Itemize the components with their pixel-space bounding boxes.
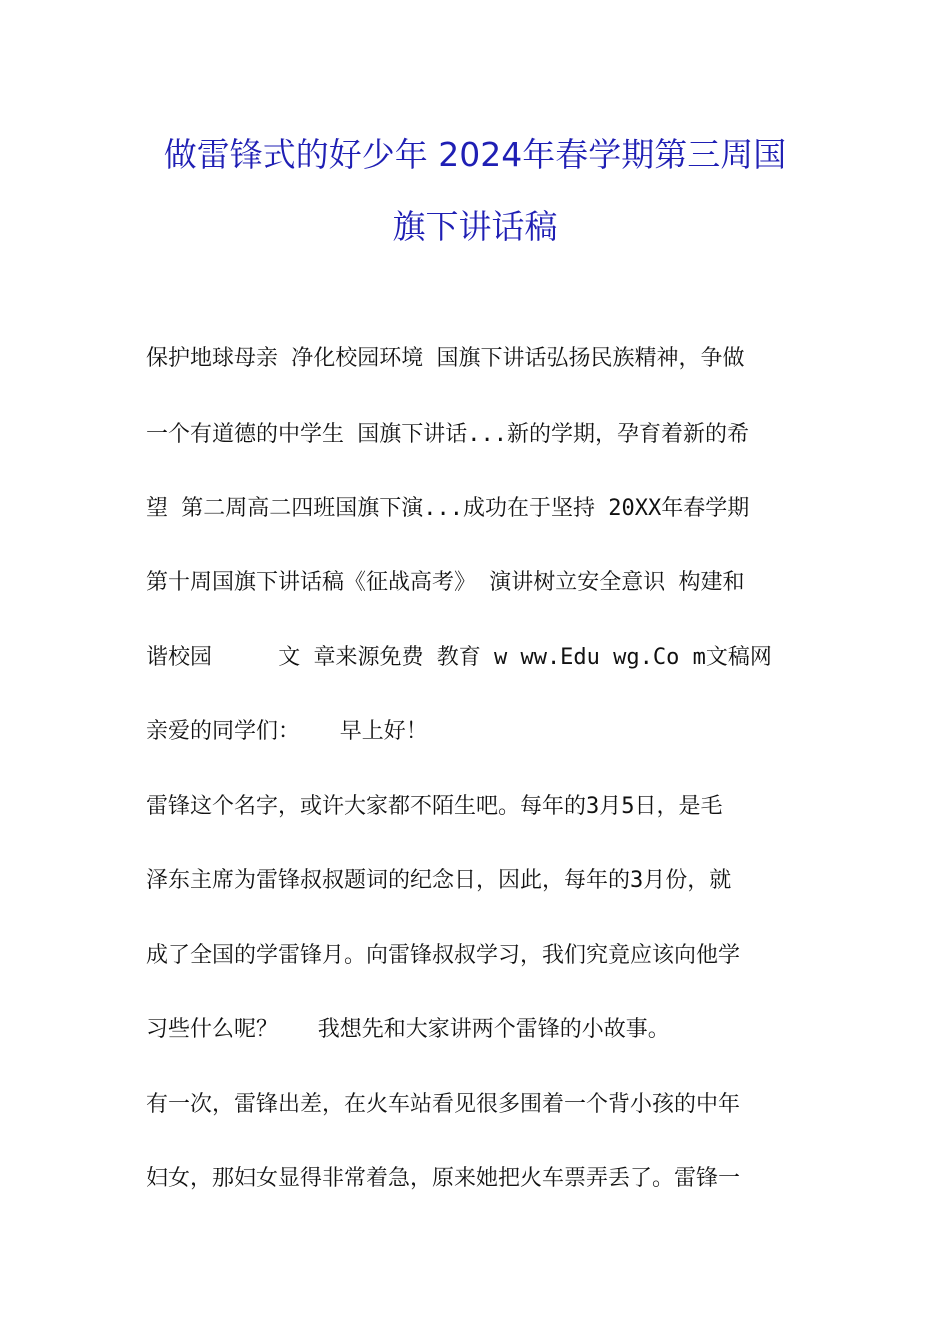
- body-line-5: 谐校园 文 章来源免费 教育 w ww.Edu wg.Co m文稿网: [146, 645, 772, 670]
- body-line-4: 第十周国旗下讲话稿《征战高考》 演讲树立安全意识 构建和: [146, 570, 745, 595]
- body-line-11: 有一次，雷锋出差，在火车站看见很多围着一个背小孩的中年: [146, 1092, 741, 1117]
- body-line-9: 成了全国的学雷锋月。向雷锋叔叔学习，我们究竟应该向他学: [146, 943, 741, 968]
- document-title-line-1: 做雷锋式的好少年 2024年春学期第三周国: [163, 135, 787, 174]
- body-line-2: 一个有道德的中学生 国旗下讲话...新的学期，孕育着新的希: [146, 422, 749, 447]
- body-line-7: 雷锋这个名字，或许大家都不陌生吧。每年的3月5日，是毛: [146, 794, 723, 819]
- document-title-line-2: 旗下讲话稿: [392, 207, 558, 246]
- body-line-12: 妇女，那妇女显得非常着急，原来她把火车票弄丢了。雷锋一: [146, 1166, 741, 1191]
- body-line-8: 泽东主席为雷锋叔叔题词的纪念日，因此，每年的3月份，就: [146, 868, 732, 893]
- body-line-1: 保护地球母亲 净化校园环境 国旗下讲话弘扬民族精神，争做: [146, 346, 745, 371]
- body-line-3: 望 第二周高二四班国旗下演...成功在于坚持 20XX年春学期: [146, 496, 750, 521]
- body-line-10: 习些什么呢？ 我想先和大家讲两个雷锋的小故事。: [146, 1017, 670, 1042]
- body-line-6: 亲爱的同学们： 早上好！: [146, 719, 428, 744]
